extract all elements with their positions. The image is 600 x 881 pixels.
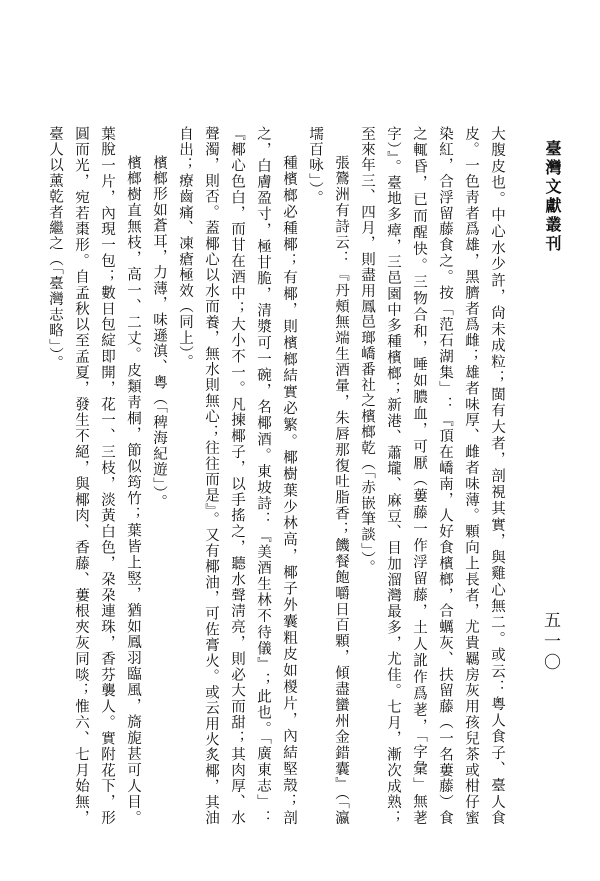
- page-number: 五一〇: [540, 611, 560, 674]
- paragraph-areca-tree: 檳榔樹直無枝，高一、二丈。皮類靑桐，節似筠竹；葉皆上竪，猶如鳳羽臨風，旖旎甚可人目。葉脫一片，內現一包；數日包綻即開，花一、三枝，淡黃白色，朶朶連珠，香芬襲人。實附花下，形圓而光，宛若棗形。自孟秋以至孟夏，發生不絕，與椰肉、香藤、蔞根夾灰同啖；惟六、七月始無，臺人以薰乾者繼之（「臺灣志略」）。: [47, 126, 141, 826]
- vertical-text-block: [44, 126, 510, 826]
- series-title: 臺灣文獻叢刊: [543, 140, 562, 254]
- paragraph-areca-shape: 檳榔形如蒼耳，力薄，味遜滇、粵（「稗海紀遊」）。: [151, 155, 167, 511]
- paragraph-coconut: 種檳榔必種椰；有椰，則檳榔結實必繁。椰樹葉少林高，椰子外囊粗皮如椶片，內結堅殼；剖之，白膚盈寸，極甘脆，清漿可一碗，名椰酒。東坡詩：『美酒生林不待儀』；此也。「廣東志」：『椰心色白，而甘在酒中；大小不一。凡揀椰子，以手搖之，聽水聲淸亮，則必大而甜；其肉厚、水聲濁，則否。蓋椰心以水而養，無水則無心；往往而是』。又有椰油，可佐膏火。或云用火炙椰，其油自出；療齒痛、凍瘡極效（同上）。: [177, 126, 297, 826]
- paragraph-areca-description: 大腹皮也。中心水少許，尙未成粒；閩有大者，剖視其實，與雞心無二。或云：粵人食子、臺人食皮。一色靑者爲雄，黑臍者爲雌；雄者味厚、雌者味薄。顆向上長者，尤貴羈房灰用孩兒茶或柑仔蜜染紅，合浮留藤食之。按「范石湖集」：『頂在嶠南，人好食檳榔，合蠣灰、扶留藤（一名蔞藤）食之輒昏，已而醒快。三物合和，唾如膿血，可厭（蔞藤一作浮留藤，土人訛作爲荖，「字彙」無荖字）』。臺地多瘴，三邑園中多種檳榔；新港、蕭壠、麻豆、目加溜灣最多，尤佳。七月，漸次成熟；至來年三、四月，則盡用鳳邑瑯嶠番社之檳榔乾（「赤嵌筆談」）。: [359, 126, 505, 826]
- paragraph-zhang-poem: 張鷟洲有詩云：『丹頰無端生酒暈，朱唇那復吐脂香；饑餐飽嚼日百顆，傾盡蠻州金錯囊』（「瀛壖百咏」）。: [307, 126, 349, 826]
